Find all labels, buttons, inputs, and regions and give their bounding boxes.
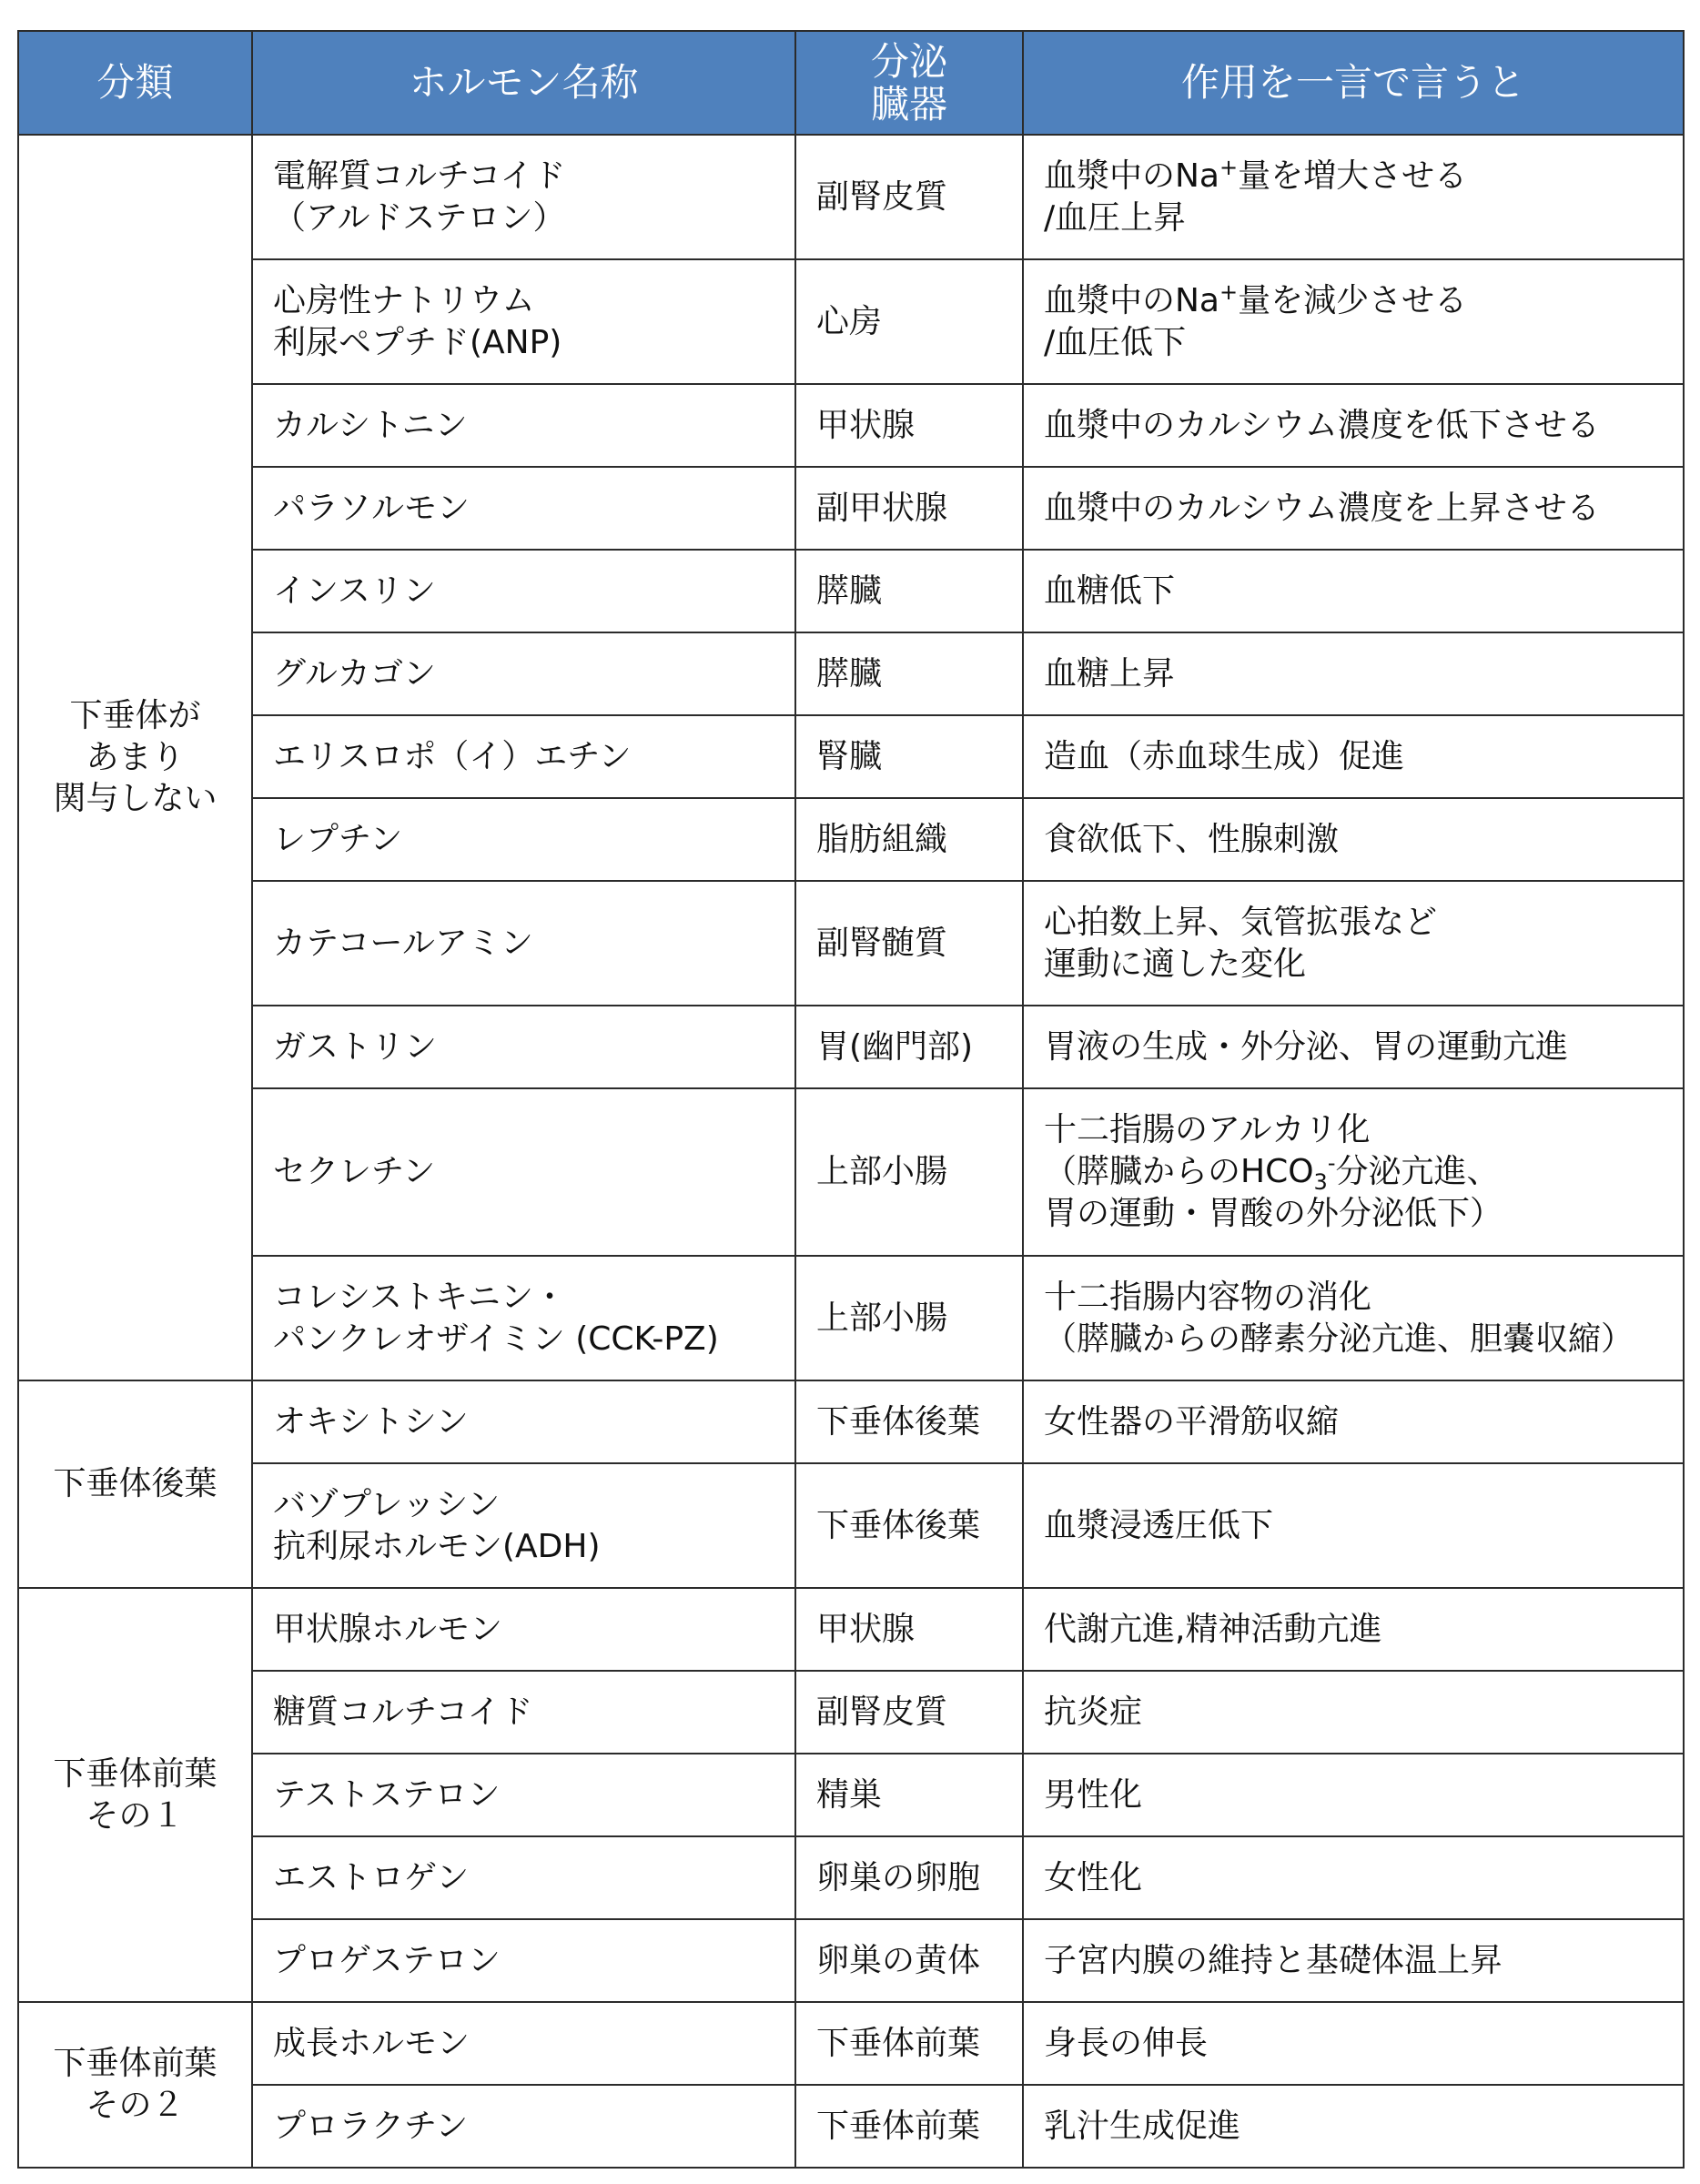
effect-cell: 血糖上昇 xyxy=(1023,632,1684,715)
name-cell: カテコールアミン xyxy=(252,881,795,1006)
organ-cell: 副腎皮質 xyxy=(795,135,1023,259)
effect-cell: 心拍数上昇、気管拡張など 運動に適した変化 xyxy=(1023,881,1684,1006)
effect-cell: 胃液の生成・外分泌、胃の運動亢進 xyxy=(1023,1006,1684,1088)
effect-cell: 十二指腸のアルカリ化 （膵臓からの$HCO_3^-$分泌亢進、 胃の運動・胃酸の外分泌低下） xyxy=(1023,1088,1684,1256)
header-effect: 作用を一言で言うと xyxy=(1023,31,1684,135)
name-cell: パラソルモン xyxy=(252,467,795,550)
table-row xyxy=(18,1919,1684,2002)
name-cell: インスリン xyxy=(252,550,795,632)
effect-cell: 男性化 xyxy=(1023,1754,1684,1836)
organ-cell: 膵臓 xyxy=(795,550,1023,632)
effect-cell: 血漿中のカルシウム濃度を上昇させる xyxy=(1023,467,1684,550)
table-row xyxy=(18,1588,1684,1671)
effect-cell: 十二指腸内容物の消化 （膵臓からの酵素分泌亢進、胆嚢収縮） xyxy=(1023,1256,1684,1380)
table-row xyxy=(18,1088,1684,1256)
effect-cell: 女性化 xyxy=(1023,1836,1684,1919)
table-row xyxy=(18,135,1684,259)
header-name: ホルモン名称 xyxy=(252,31,795,135)
category-cell: 下垂体前葉 その１ xyxy=(18,1588,252,2002)
hormone-table xyxy=(17,30,1685,2169)
name-cell: エストロゲン xyxy=(252,1836,795,1919)
name-cell: セクレチン xyxy=(252,1088,795,1256)
table-row xyxy=(18,467,1684,550)
organ-cell: 副腎皮質 xyxy=(795,1671,1023,1754)
effect-cell: 子宮内膜の維持と基礎体温上昇 xyxy=(1023,1919,1684,2002)
effect-cell: 身長の伸長 xyxy=(1023,2002,1684,2085)
category-cell: 下垂体前葉 その２ xyxy=(18,2002,252,2168)
organ-cell: 胃(幽門部) xyxy=(795,1006,1023,1088)
effect-cell: 抗炎症 xyxy=(1023,1671,1684,1754)
table-row xyxy=(18,259,1684,384)
category-cell: 下垂体後葉 xyxy=(18,1380,252,1588)
table-row xyxy=(18,2002,1684,2085)
table-row xyxy=(18,550,1684,632)
organ-cell: 下垂体前葉 xyxy=(795,2002,1023,2085)
effect-cell: 代謝亢進,精神活動亢進 xyxy=(1023,1588,1684,1671)
name-cell: レプチン xyxy=(252,798,795,881)
name-cell: カルシトニン xyxy=(252,384,795,467)
table-row xyxy=(18,1380,1684,1463)
name-cell: テストステロン xyxy=(252,1754,795,1836)
name-cell: バゾプレッシン 抗利尿ホルモン(ADH) xyxy=(252,1463,795,1588)
table-row xyxy=(18,632,1684,715)
name-cell: グルカゴン xyxy=(252,632,795,715)
name-cell: プロゲステロン xyxy=(252,1919,795,2002)
category-cell: 下垂体が あまり 関与しない xyxy=(18,135,252,1380)
name-cell: エリスロポ（イ）エチン xyxy=(252,715,795,798)
table-row xyxy=(18,881,1684,1006)
table-row xyxy=(18,2085,1684,2168)
header-category: 分類 xyxy=(18,31,252,135)
table-row xyxy=(18,1006,1684,1088)
effect-cell: 血糖低下 xyxy=(1023,550,1684,632)
table-row xyxy=(18,1754,1684,1836)
effect-cell: 乳汁生成促進 xyxy=(1023,2085,1684,2168)
organ-cell: 副甲状腺 xyxy=(795,467,1023,550)
effect-cell: 血漿浸透圧低下 xyxy=(1023,1463,1684,1588)
name-cell: プロラクチン xyxy=(252,2085,795,2168)
organ-cell: 下垂体前葉 xyxy=(795,2085,1023,2168)
organ-cell: 下垂体後葉 xyxy=(795,1380,1023,1463)
organ-cell: 卵巣の卵胞 xyxy=(795,1836,1023,1919)
organ-cell: 脂肪組織 xyxy=(795,798,1023,881)
effect-cell: 血漿中のNa+量を減少させる /血圧低下 xyxy=(1023,259,1684,384)
organ-cell: 心房 xyxy=(795,259,1023,384)
organ-cell: 膵臓 xyxy=(795,632,1023,715)
effect-cell: 造血（赤血球生成）促進 xyxy=(1023,715,1684,798)
name-cell: 心房性ナトリウム 利尿ペプチド(ANP) xyxy=(252,259,795,384)
table-row xyxy=(18,798,1684,881)
name-cell: 糖質コルチコイド xyxy=(252,1671,795,1754)
organ-cell: 上部小腸 xyxy=(795,1256,1023,1380)
organ-cell: 卵巣の黄体 xyxy=(795,1919,1023,2002)
effect-cell: 女性器の平滑筋収縮 xyxy=(1023,1380,1684,1463)
table-body xyxy=(18,135,1684,2168)
name-cell: 電解質コルチコイド （アルドステロン） xyxy=(252,135,795,259)
effect-cell: 食欲低下、性腺刺激 xyxy=(1023,798,1684,881)
effect-cell: 血漿中のNa+量を増大させる /血圧上昇 xyxy=(1023,135,1684,259)
organ-cell: 腎臓 xyxy=(795,715,1023,798)
organ-cell: 甲状腺 xyxy=(795,1588,1023,1671)
table-row xyxy=(18,715,1684,798)
table-row xyxy=(18,1463,1684,1588)
header-row xyxy=(18,31,1684,135)
table-row xyxy=(18,384,1684,467)
organ-cell: 下垂体後葉 xyxy=(795,1463,1023,1588)
name-cell: ガストリン xyxy=(252,1006,795,1088)
name-cell: オキシトシン xyxy=(252,1380,795,1463)
effect-cell: 血漿中のカルシウム濃度を低下させる xyxy=(1023,384,1684,467)
name-cell: コレシストキニン・ パンクレオザイミン (CCK-PZ) xyxy=(252,1256,795,1380)
table-row xyxy=(18,1256,1684,1380)
name-cell: 成長ホルモン xyxy=(252,2002,795,2085)
header-organ: 分泌 臓器 xyxy=(795,31,1023,135)
table-row xyxy=(18,1671,1684,1754)
organ-cell: 上部小腸 xyxy=(795,1088,1023,1256)
table-row xyxy=(18,1836,1684,1919)
organ-cell: 副腎髄質 xyxy=(795,881,1023,1006)
organ-cell: 甲状腺 xyxy=(795,384,1023,467)
name-cell: 甲状腺ホルモン xyxy=(252,1588,795,1671)
organ-cell: 精巣 xyxy=(795,1754,1023,1836)
